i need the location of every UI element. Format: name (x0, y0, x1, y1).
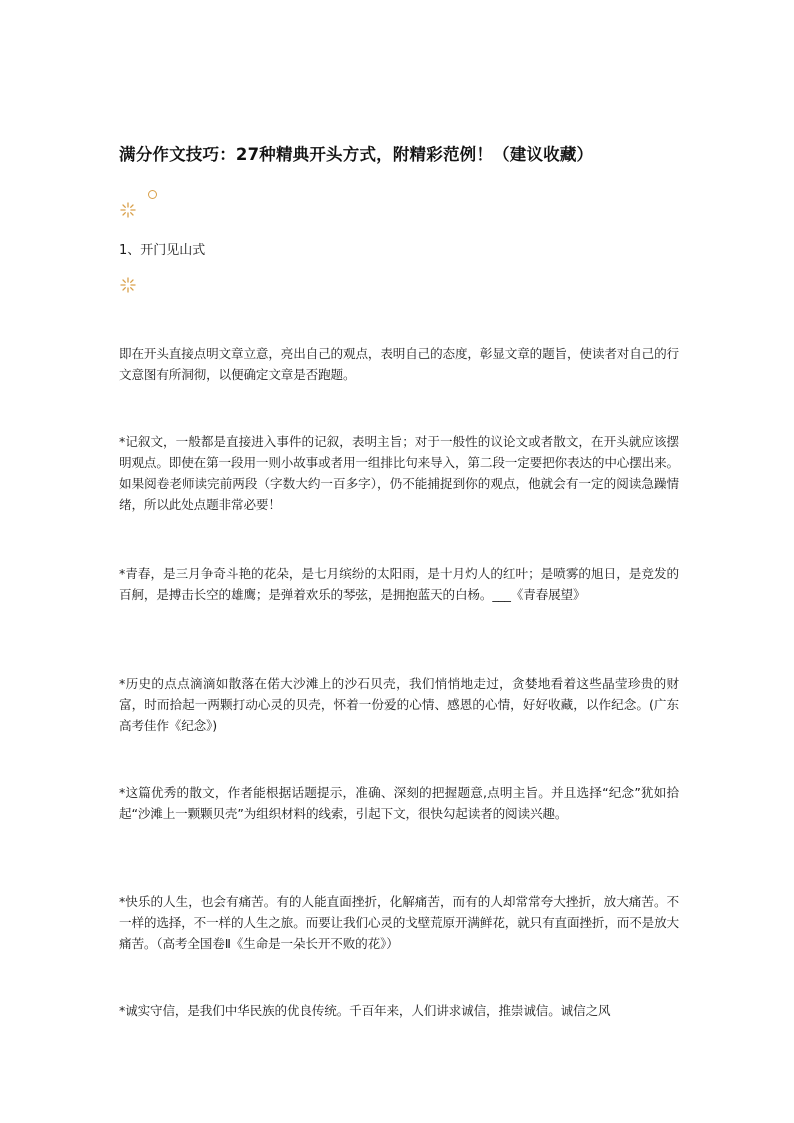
sparkle-icon (120, 202, 136, 218)
paragraph-intro: 即在开头直接点明文章立意，亮出自己的观点，表明自己的态度，彰显文章的题旨，使读者对自己的行文意图有所洞彻，以便确定文章是否跑题。 (119, 346, 679, 382)
paragraph-explanation: *记叙文，一般都是直接进入事件的记叙，表明主旨；对于一般性的议论文或者散文，在开头就应该摆明观点。即使在第一段用一则小故事或者用一组排比句来导入，第二段一定要把你表达的中心摆出来。如果阅卷老师读完前两段（字数大约一百多字），仍不能捕捉到你的观点，他就会有一定的阅读急躁情绪，所以此处点题非常必要！ (119, 434, 679, 512)
sparkle-icon (120, 277, 136, 293)
paragraph-example-integrity: *诚实守信，是我们中华民族的优良传统。千百年来，人们讲求诚信，推崇诚信。诚信之风 (119, 1003, 611, 1018)
paragraph-commentary: *这篇优秀的散文，作者能根据话题提示，准确、深刻的把握题意,点明主旨。并且选择“纪念”犹如拾起“沙滩上一颗颗贝壳”为组织材料的线索，引起下文，很快勾起读者的阅读兴趣。 (119, 785, 679, 821)
paragraph-example-history: *历史的点点滴滴如散落在偌大沙滩上的沙石贝壳，我们悄悄地走过，贪婪地看着这些晶莹珍贵的财富，时而拾起一两颗打动心灵的贝壳，怀着一份爱的心情、感恩的心情，好好收藏，以作纪念。(广东高考佳作《纪念》) (119, 676, 679, 733)
paragraph-example-happiness: *快乐的人生，也会有痛苦。有的人能直面挫折，化解痛苦，而有的人却常常夸大挫折，放大痛苦。不一样的选择，不一样的人生之旅。而要让我们心灵的戈壁荒原开满鲜花，就只有直面挫折，而不是放大痛苦。（高考全国卷Ⅱ《生命是一朵长开不败的花》） (119, 894, 679, 951)
article-title: 满分作文技巧：27种精典开头方式，附精彩范例！（建议收藏） (119, 145, 594, 164)
circle-icon (148, 190, 157, 199)
section-heading: 1、开门见山式 (119, 243, 206, 258)
paragraph-example-youth: *青春，是三月争奇斗艳的花朵，是七月缤纷的太阳雨，是十月灼人的红叶；是喷雾的旭日，是竞发的百舸，是搏击长空的雄鹰；是弹着欢乐的琴弦，是拥抱蓝天的白杨。___《青春展望》 (119, 566, 679, 602)
